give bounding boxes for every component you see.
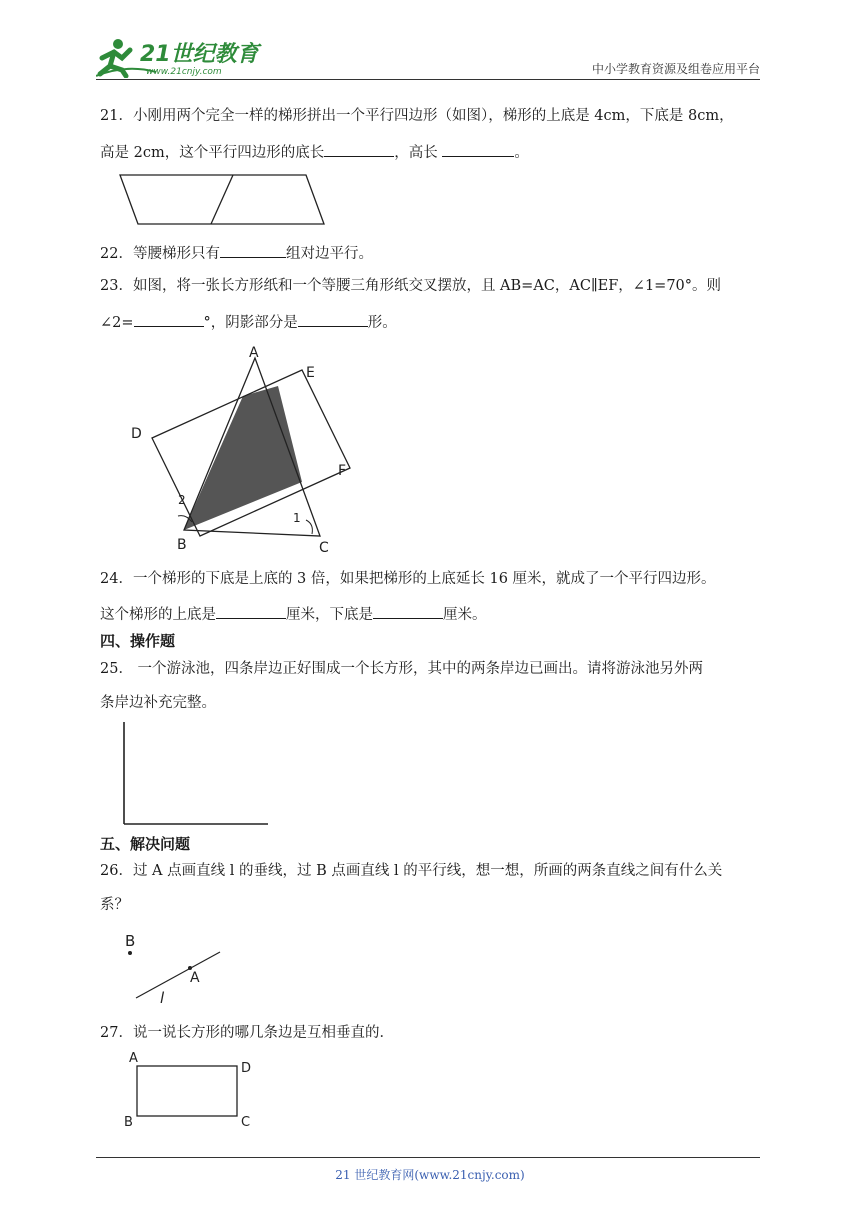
q23-label-e: E [306,365,315,381]
footer-rule [96,1157,760,1158]
q23-label-a: A [249,345,259,361]
q23-blank-shape[interactable] [298,311,368,327]
q26-label-a: A [190,970,200,986]
q27-label-b: B [124,1115,133,1130]
q23-blank-angle[interactable] [134,311,204,327]
q22-text-a: 22．等腰梯形只有 [100,246,220,262]
section-5-title: 五、解决问题 [100,835,191,853]
q21-text-c: 。 [514,145,529,161]
q27-label-c: C [241,1115,251,1130]
q23-angle-1-label: 1 [293,511,301,525]
q23-text-a: ∠2= [100,315,134,331]
q23-triangle-rectangle-figure [120,340,360,560]
q21-blank-base[interactable] [324,141,394,157]
q26-point-b [128,951,132,955]
footer-link[interactable]: 21 世纪教育网(www.21cnjy.com) [335,1168,525,1182]
q24-text-a: 这个梯形的上底是 [100,607,216,623]
header-rule [96,79,760,80]
logo-sub-text: www.21cnjy.com [146,67,222,77]
q21-line1: 21．小刚用两个完全一样的梯形拼出一个平行四边形（如图），梯形的上底是 4cm，下底是 8cm， [100,108,734,124]
q21-line2 [100,141,760,163]
q23-label-d: D [131,426,142,442]
q23-text-c: 形。 [367,315,397,331]
q23-label-c: C [319,540,329,556]
q23-label-b: B [177,537,187,553]
q23-shaded-region [184,386,302,530]
q27-rectangle-figure [120,1046,260,1130]
q24-blank-bottom[interactable] [373,603,443,619]
q26-label-b: B [125,932,136,950]
q27-line1: 27．说一说长方形的哪几条边是互相垂直的． [100,1025,394,1041]
q25-line2: 条岸边补充完整。 [100,695,216,711]
runner-logo-icon [96,36,266,78]
q24-line2 [100,603,760,625]
section-4-title: 四、操作题 [100,632,176,650]
q22-text-b: 组对边平行。 [285,246,373,262]
q22-line [100,242,760,264]
q26-line-l [136,952,220,998]
header-platform-text: 中小学教育资源及组卷应用平台 [591,62,760,76]
logo-main-text: 21世纪教育 [140,42,259,67]
q24-text-b: 厘米，下底是 [286,607,373,623]
q26-line2: 系？ [100,897,129,913]
q26-label-l: l [160,989,165,1006]
q24-text-c: 厘米。 [443,607,487,623]
q24-blank-top[interactable] [216,603,286,619]
q26-line1: 26．过 A 点画直线 l 的垂线，过 B 点画直线 l 的平行线，想一想，所画的两条直线之间有什么关 [100,863,723,879]
q27-label-d: D [241,1061,252,1076]
q23-line1: 23．如图，将一张长方形纸和一个等腰三角形纸交叉摆放，且 AB=AC，AC∥EF，∠1=70°。则 [100,278,722,294]
q22-blank[interactable] [220,242,286,258]
q23-text-b: °，阴影部分是 [203,315,298,331]
q23-angle-2-label: 2 [178,493,186,507]
q26-line-points-figure [120,928,230,1006]
q25-pool-edges-figure [118,718,273,830]
q24-line1: 24．一个梯形的下底是上底的 3 倍，如果把梯形的上底延长 16 厘米，就成了一个平行四边形。 [100,571,716,587]
q21-blank-height[interactable] [442,141,514,157]
q23-line2 [100,311,760,333]
q25-line1: 25． 一个游泳池，四条岸边正好围成一个长方形，其中的两条岸边已画出。请将游泳池另外两 [100,661,704,677]
q21-text-a: 高是 2cm，这个平行四边形的底长 [100,145,325,161]
q21-parallelogram-figure [110,168,330,230]
q21-text-b: ，高长 [394,145,443,161]
q27-label-a: A [129,1051,138,1066]
q23-label-f: F [338,463,347,479]
logo [96,36,266,78]
